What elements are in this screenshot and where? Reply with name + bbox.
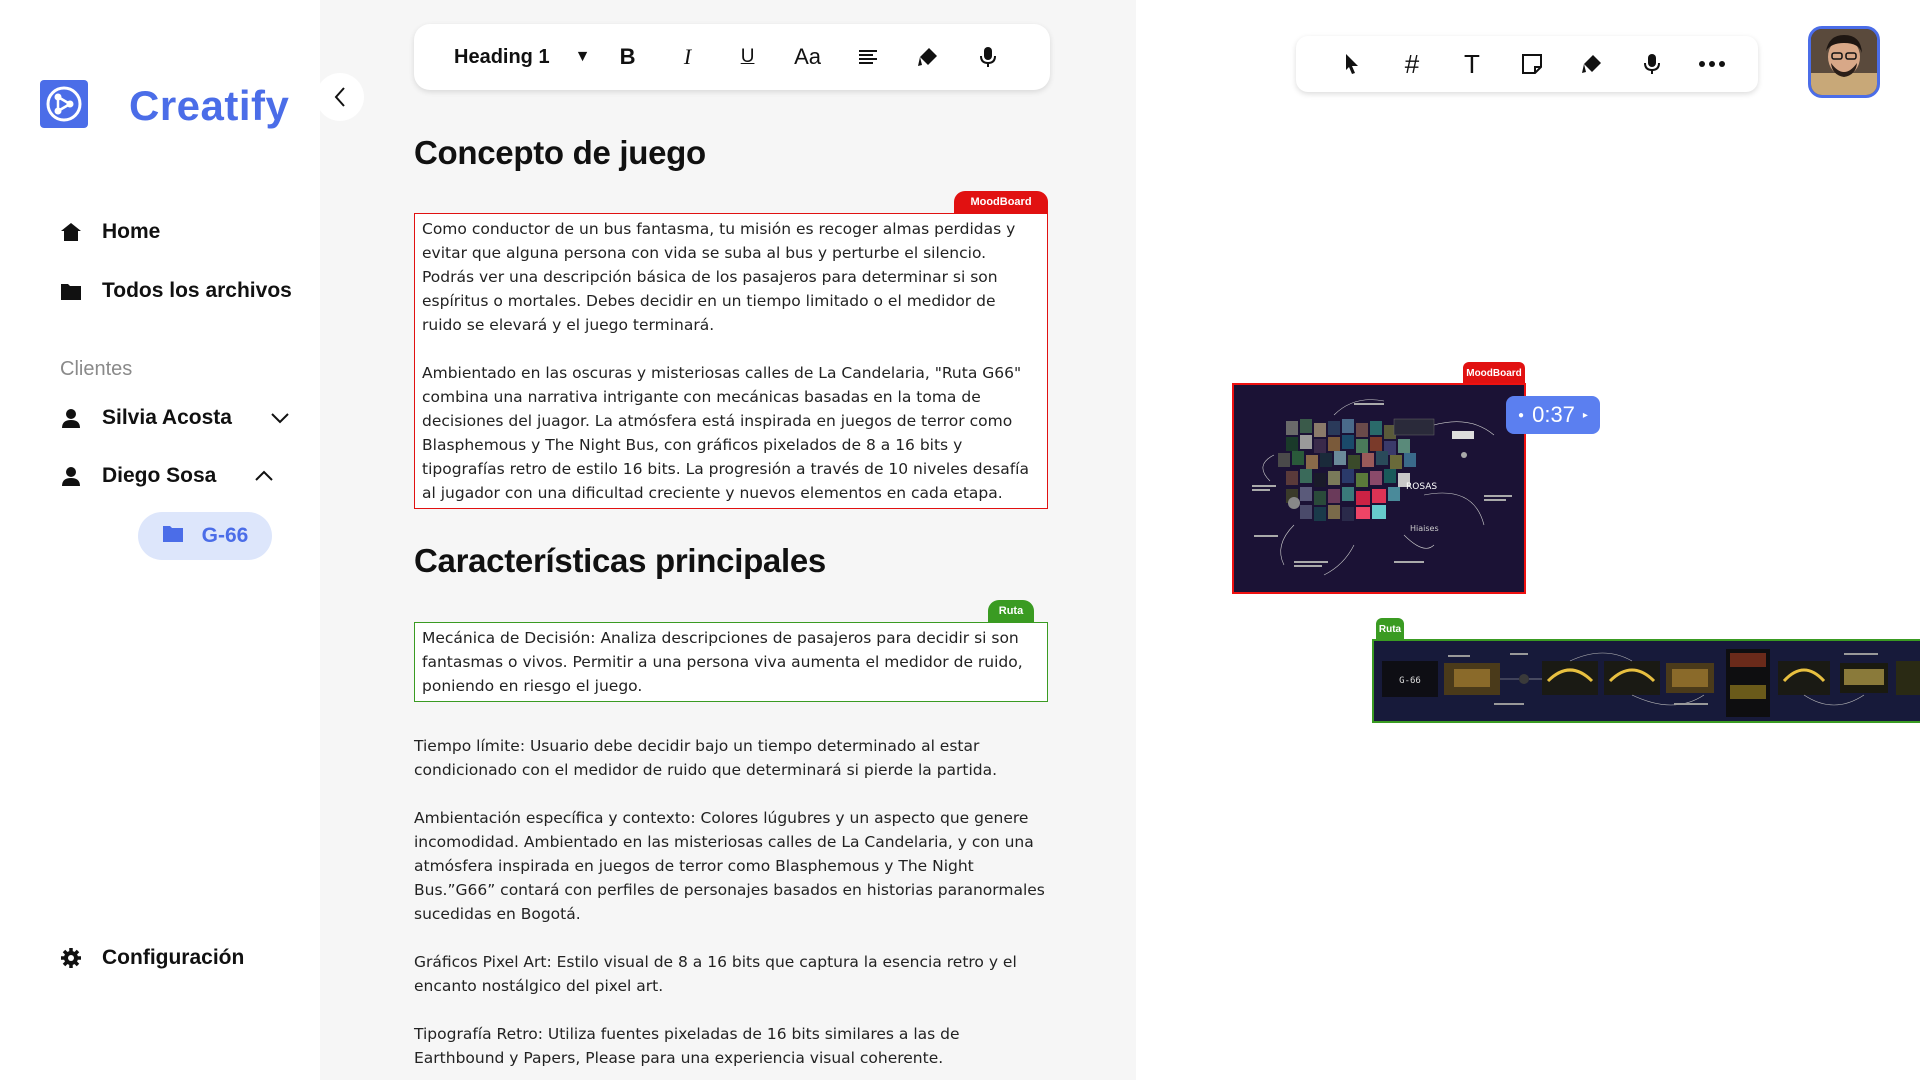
nav-settings[interactable] — [60, 946, 244, 970]
highlighter-icon[interactable] — [898, 37, 958, 77]
section-title: Concepto de juego — [414, 134, 706, 171]
paragraph: Ambientación específica y contexto: Colores lúgubres y un aspecto que genere incomodidad. Ambientado en las misteriosas calles de La Candelaria, y con una atmósfera inspirada en juegos de terror como Blasphemous y The Night Bus.”G66” contará con perfiles de personajes basados en historias paranormales sucedidas en Bogotá. — [414, 809, 1045, 923]
paragraph: Tiempo límite: Usuario debe decidir bajo un tiempo determinado al estar condicionado con el medidor de ruido que determinará si pierde la partida. — [414, 737, 998, 779]
client-item-diego[interactable] — [60, 464, 274, 488]
clients-label: Clientes — [60, 358, 133, 380]
microphone-icon: ● — [1518, 409, 1525, 421]
moodboard-linked-block[interactable] — [414, 213, 1048, 509]
whiteboard-canvas[interactable] — [1136, 0, 1920, 1080]
folder-icon — [60, 280, 82, 302]
microphone-icon[interactable] — [1622, 44, 1682, 84]
caret-down-icon[interactable]: ▼ — [574, 48, 591, 65]
svg-text:Hiaises: Hiaises — [1410, 524, 1439, 533]
svg-text:ROSAS: ROSAS — [1406, 482, 1438, 492]
nav-all-files-label: Todos los archivos — [102, 279, 292, 302]
folder-label: G-66 — [201, 524, 249, 547]
paragraph: Como conductor de un bus fantasma, tu misión es recoger almas perdidas y evitar que alguna persona con vida se suba al bus y perturbe el silencio. Podrás ver una descripción básica de los pasajeros para determinar si son espíritus o mortales. Debes decidir en un tiempo limitado o el medidor de ruido se elevará y el juego terminará. — [422, 220, 1016, 334]
share-network-icon — [44, 84, 84, 124]
ruta-tag: Ruta — [988, 600, 1034, 622]
moodboard-frame-tag: MoodBoard — [1463, 362, 1525, 384]
ruta-linked-block[interactable] — [414, 622, 1048, 702]
nav-home[interactable] — [60, 220, 160, 244]
pointer-icon[interactable] — [1322, 44, 1382, 84]
audio-clip-button[interactable] — [1506, 396, 1600, 434]
microphone-icon[interactable] — [958, 37, 1018, 77]
highlighter-icon[interactable] — [1562, 44, 1622, 84]
home-icon — [60, 221, 82, 243]
bold-icon[interactable]: B — [619, 44, 636, 69]
avatar[interactable] — [1808, 26, 1880, 98]
font-size-icon[interactable]: Aa — [794, 44, 822, 69]
frame-icon[interactable]: # — [1404, 48, 1420, 79]
moodboard-tag: MoodBoard — [954, 191, 1048, 213]
canvas-toolbar — [1296, 36, 1758, 92]
paragraph: Ambientado en las oscuras y misteriosas calles de La Candelaria, "Ruta G66" combina una narrativa intrigante con mecánicas basadas en la toma de decisiones del juagor. La atmósfera está inspirada en juegos de terror como Blasphemous y The Night Bus, con gráficos pixelados de 8 a 16 bits y tipografías retro de estilo 16 bits. La progresión a través de 10 niveles desafía al jugador con una dificultad creciente y nuevos elementos en cada etapa. — [422, 364, 1029, 502]
moodboard-collage — [1234, 385, 1526, 594]
document-panel — [320, 0, 1136, 1080]
align-icon[interactable] — [838, 37, 898, 77]
paragraph: Gráficos Pixel Art: Estilo visual de 8 a 16 bits que captura la esencia retro y el encanto nostálgico del pixel art. — [414, 953, 1017, 995]
folder-g66[interactable] — [138, 512, 272, 560]
sidebar — [0, 0, 320, 1080]
chevron-up-icon[interactable] — [254, 464, 274, 488]
text-icon[interactable]: T — [1464, 48, 1480, 79]
text-toolbar — [414, 24, 1050, 90]
underline-icon[interactable]: U — [740, 46, 755, 67]
nav-home-label: Home — [102, 220, 161, 243]
audio-duration: 0:37 — [1532, 402, 1575, 427]
user-icon — [60, 407, 82, 429]
section-title: Características principales — [414, 542, 826, 579]
sticky-note-icon[interactable] — [1502, 44, 1562, 84]
moodboard-frame[interactable] — [1232, 383, 1526, 594]
more-icon[interactable] — [1682, 44, 1742, 84]
app-logo[interactable] — [40, 80, 88, 128]
ruta-frame[interactable] — [1372, 639, 1920, 723]
ruta-frame-tag: Ruta — [1376, 618, 1404, 640]
user-icon — [60, 465, 82, 487]
paragraph: Tipografía Retro: Utiliza fuentes pixeladas de 16 bits similares a las de Earthbound y Papers, Please para una experiencia visual coherente. — [414, 1025, 960, 1067]
nav-all-files[interactable] — [60, 279, 292, 303]
brand-name: Creatify — [129, 82, 290, 129]
play-icon: ▸ — [1582, 409, 1588, 421]
chevron-down-icon[interactable] — [270, 406, 290, 430]
folder-icon — [162, 523, 184, 549]
chevron-left-icon — [333, 86, 347, 108]
ruta-storyboard — [1374, 641, 1920, 723]
nav-settings-label: Configuración — [102, 946, 245, 969]
heading-style-select[interactable]: Heading 1 — [454, 45, 550, 68]
collapse-sidebar-button[interactable] — [316, 73, 364, 121]
paragraph: Mecánica de Decisión: Analiza descripciones de pasajeros para decidir si son fantasmas o vivos. Permitir a una persona viva aumenta el medidor de ruido, poniendo en riesgo el juego. — [422, 629, 1023, 695]
client-name: Diego Sosa — [102, 464, 217, 487]
client-item-silvia[interactable] — [60, 406, 290, 430]
client-name: Silvia Acosta — [102, 406, 232, 429]
feature-list — [414, 734, 1048, 1070]
italic-icon[interactable]: I — [683, 44, 692, 69]
gear-icon — [60, 947, 82, 969]
ruta-logo: G-66 — [1399, 676, 1421, 686]
